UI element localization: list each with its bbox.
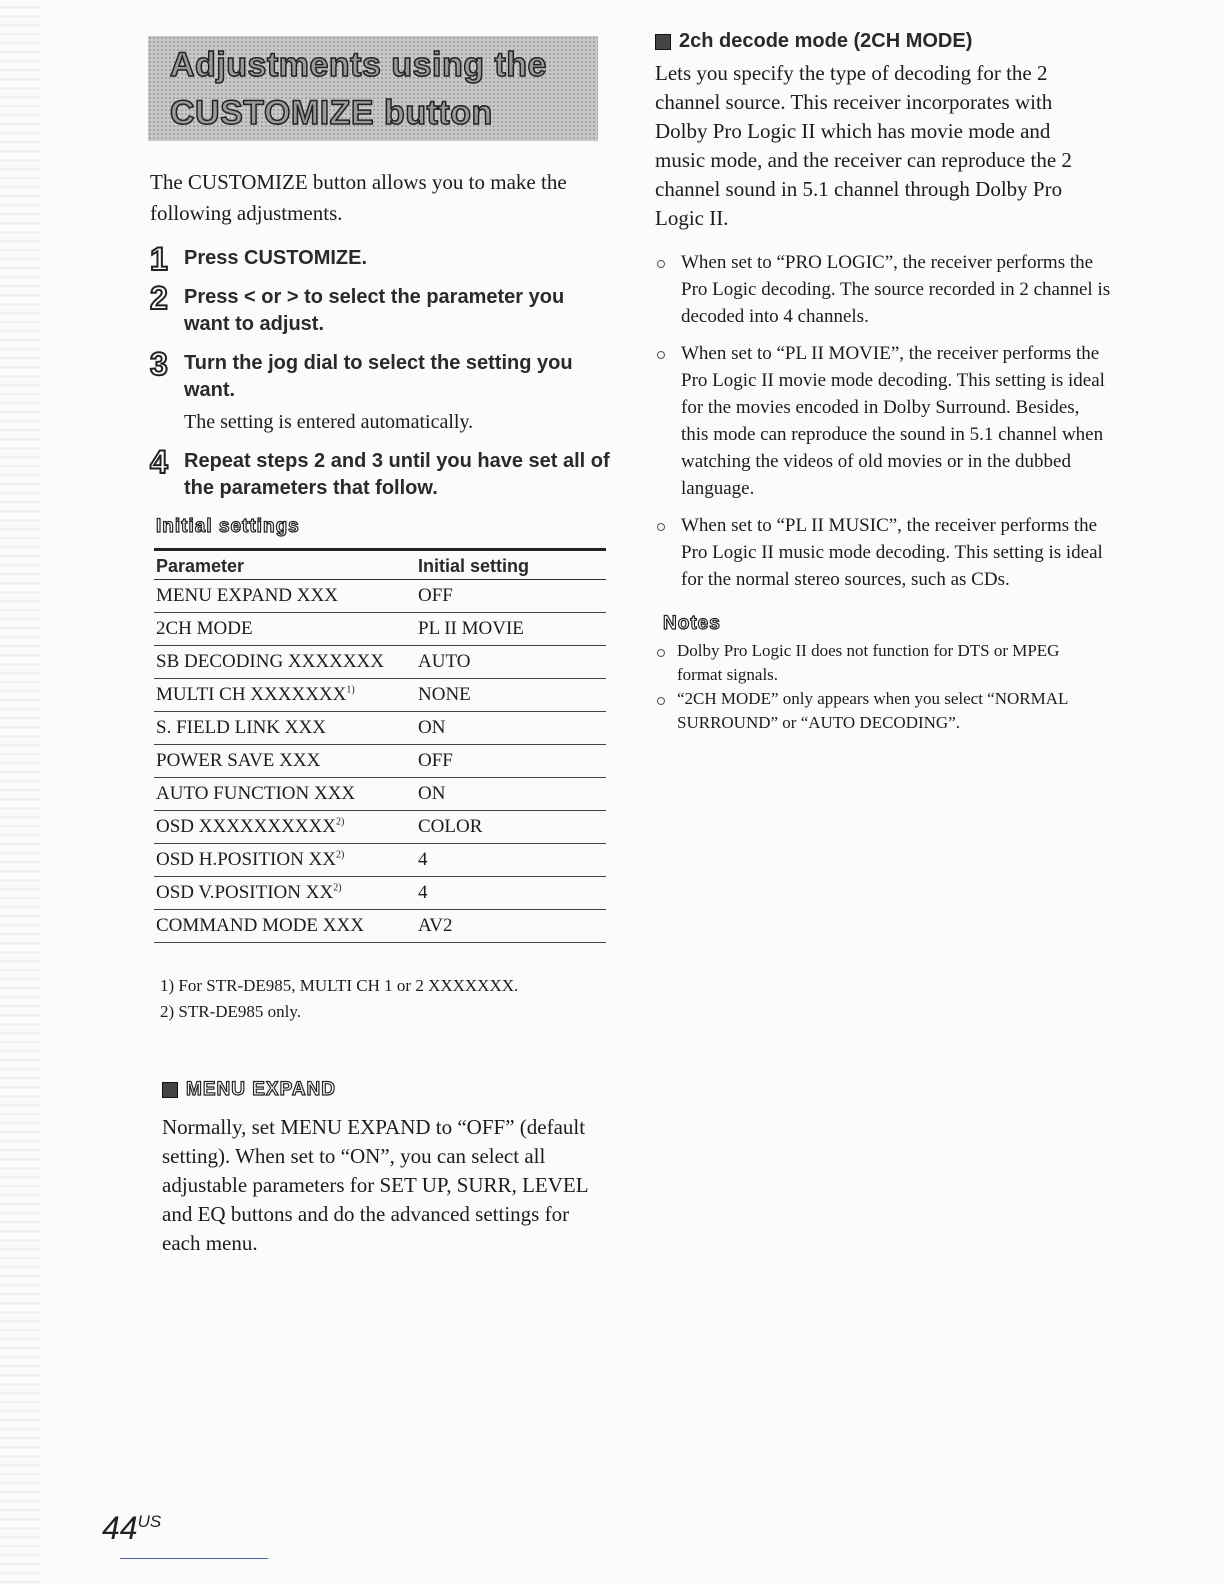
list-item bbox=[655, 340, 1111, 502]
section-title-line1: Adjustments using the bbox=[170, 46, 547, 84]
note-item bbox=[655, 687, 1097, 735]
footnote-marker: 2) bbox=[335, 816, 345, 828]
table-row bbox=[154, 679, 606, 712]
menu-expand-heading bbox=[162, 1079, 610, 1101]
two-ch-mode-heading bbox=[655, 30, 1110, 53]
footnote: 2) STR-DE985 only. bbox=[160, 1002, 302, 1021]
notes-heading: Notes bbox=[663, 613, 721, 634]
footnote-marker: 2) bbox=[335, 849, 345, 861]
initial-setting-cell: AV2 bbox=[416, 910, 606, 943]
table-row bbox=[154, 778, 606, 811]
parameter-name: AUTO FUNCTION XXX bbox=[156, 783, 356, 804]
parameter-cell bbox=[154, 580, 416, 613]
table-row bbox=[154, 910, 606, 943]
table-row bbox=[154, 712, 606, 745]
initial-setting-cell: NONE bbox=[416, 679, 606, 712]
steps-list bbox=[150, 241, 610, 502]
table-row bbox=[154, 613, 606, 646]
square-bullet-icon bbox=[655, 34, 671, 50]
initial-settings-heading: Initial settings bbox=[156, 516, 300, 537]
parameter-cell bbox=[154, 646, 416, 679]
bullet-icon bbox=[657, 523, 665, 531]
list-item-text: When set to “PL II MOVIE”, the receiver performs the Pro Logic II movie mode decoding. This setting is ideal for the movies encoded in Dolby Surround. Besides, this mode can reproduce the sound in 5.1 channel when watching the videos of old movies or in the dubbed language. bbox=[681, 343, 1105, 499]
step-number: 3 bbox=[150, 346, 168, 382]
step-number: 4 bbox=[150, 444, 168, 480]
parameter-cell bbox=[154, 613, 416, 646]
step-item bbox=[150, 346, 610, 436]
page-number bbox=[102, 1510, 161, 1547]
initial-setting-cell: AUTO bbox=[416, 646, 606, 679]
initial-setting-cell: ON bbox=[416, 712, 606, 745]
square-bullet-icon bbox=[162, 1082, 178, 1098]
two-ch-mode-title: 2ch decode mode (2CH MODE) bbox=[679, 30, 973, 52]
menu-expand-body: Normally, set MENU EXPAND to “OFF” (default setting). When set to “ON”, you can select all adjustable parameters for SET UP, SURR, LEVEL and EQ buttons and do the advanced settings for each menu. bbox=[162, 1115, 588, 1255]
bullet-icon bbox=[657, 351, 665, 359]
intro-text: The CUSTOMIZE button allows you to make the following adjustments. bbox=[150, 170, 567, 225]
initial-setting-cell: PL II MOVIE bbox=[416, 613, 606, 646]
initial-setting-cell: OFF bbox=[416, 745, 606, 778]
section-title-banner bbox=[148, 36, 598, 141]
list-item-text: When set to “PRO LOGIC”, the receiver performs the Pro Logic decoding. The source recorded in 2 channel is decoded into 4 channels. bbox=[681, 252, 1111, 327]
page-number-suffix: US bbox=[137, 1512, 162, 1531]
section-title-line2: CUSTOMIZE button bbox=[170, 94, 493, 132]
page-number-value: 44 bbox=[102, 1510, 138, 1546]
table-row bbox=[154, 646, 606, 679]
parameter-name: COMMAND MODE XXX bbox=[156, 915, 364, 936]
table-footnotes bbox=[160, 973, 610, 1025]
column-header-initial-setting: Initial setting bbox=[416, 550, 606, 580]
footnote: 1) For STR-DE985, MULTI CH 1 or 2 XXXXXXX. bbox=[160, 976, 519, 995]
parameter-name: OSD XXXXXXXXXX bbox=[156, 816, 336, 837]
table-row bbox=[154, 877, 606, 910]
step-text: Press CUSTOMIZE. bbox=[184, 247, 368, 269]
menu-expand-section bbox=[162, 1079, 610, 1258]
parameter-name: SB DECODING XXXXXXX bbox=[156, 651, 384, 672]
parameter-name: OSD V.POSITION XX bbox=[156, 882, 334, 903]
two-ch-mode-options bbox=[655, 249, 1110, 593]
parameter-cell bbox=[154, 679, 416, 712]
note-item bbox=[655, 639, 1097, 687]
table-header-row bbox=[154, 550, 606, 580]
initial-settings-table bbox=[154, 548, 606, 943]
footnote-marker: 1) bbox=[346, 684, 355, 696]
initial-setting-cell: COLOR bbox=[416, 811, 606, 844]
initial-setting-cell: OFF bbox=[416, 580, 606, 613]
right-column bbox=[655, 30, 1110, 735]
parameter-name: S. FIELD LINK XXX bbox=[156, 717, 326, 738]
scan-edge-artifact bbox=[0, 0, 40, 1584]
parameter-cell bbox=[154, 712, 416, 745]
menu-expand-title: MENU EXPAND bbox=[186, 1079, 336, 1100]
bullet-icon bbox=[657, 649, 665, 657]
column-header-parameter: Parameter bbox=[154, 550, 416, 580]
parameter-name: MENU EXPAND XXX bbox=[156, 585, 338, 606]
initial-setting-cell: 4 bbox=[416, 844, 606, 877]
parameter-name: MULTI CH XXXXXXX bbox=[156, 684, 347, 705]
note-text: Dolby Pro Logic II does not function for DTS or MPEG format signals. bbox=[677, 641, 1060, 684]
initial-setting-cell: 4 bbox=[416, 877, 606, 910]
bullet-icon bbox=[657, 260, 665, 268]
step-text: Repeat steps 2 and 3 until you have set all of the parameters that follow. bbox=[184, 450, 610, 499]
parameter-name: OSD H.POSITION XX bbox=[156, 849, 336, 870]
page-divider bbox=[120, 1558, 268, 1559]
step-number: 2 bbox=[150, 280, 168, 316]
notes-list bbox=[655, 639, 1110, 735]
parameter-name: 2CH MODE bbox=[156, 618, 253, 639]
parameter-cell bbox=[154, 910, 416, 943]
initial-setting-cell: ON bbox=[416, 778, 606, 811]
step-item bbox=[150, 280, 610, 338]
table-row bbox=[154, 844, 606, 877]
table-row bbox=[154, 811, 606, 844]
parameter-cell bbox=[154, 745, 416, 778]
bullet-icon bbox=[657, 697, 665, 705]
parameter-cell bbox=[154, 778, 416, 811]
note-text: “2CH MODE” only appears when you select “NORMAL SURROUND” or “AUTO DECODING”. bbox=[677, 689, 1068, 732]
list-item bbox=[655, 512, 1111, 593]
step-text: Press < or > to select the parameter you want to adjust. bbox=[184, 286, 565, 335]
two-ch-mode-body: Lets you specify the type of decoding for the 2 channel source. This receiver incorporates with Dolby Pro Logic II which has movie mode and music mode, and the receiver can reproduce the 2 channel sound in 5.1 channel through Dolby Pro Logic II. bbox=[655, 61, 1072, 230]
parameter-cell bbox=[154, 844, 416, 877]
footnote-marker: 2) bbox=[333, 882, 342, 894]
table-row bbox=[154, 745, 606, 778]
parameter-name: POWER SAVE XXX bbox=[156, 750, 321, 771]
parameter-cell bbox=[154, 877, 416, 910]
step-item bbox=[150, 444, 610, 502]
list-item bbox=[655, 249, 1111, 330]
table-row bbox=[154, 580, 606, 613]
step-note: The setting is entered automatically. bbox=[184, 411, 474, 433]
parameter-cell bbox=[154, 811, 416, 844]
step-text: Turn the jog dial to select the setting you want. bbox=[184, 352, 573, 401]
left-column bbox=[150, 36, 610, 1258]
step-item bbox=[150, 241, 610, 277]
list-item-text: When set to “PL II MUSIC”, the receiver performs the Pro Logic II music mode decoding. This setting is ideal for the normal stereo sources, such as CDs. bbox=[681, 515, 1103, 590]
step-number: 1 bbox=[150, 241, 168, 277]
